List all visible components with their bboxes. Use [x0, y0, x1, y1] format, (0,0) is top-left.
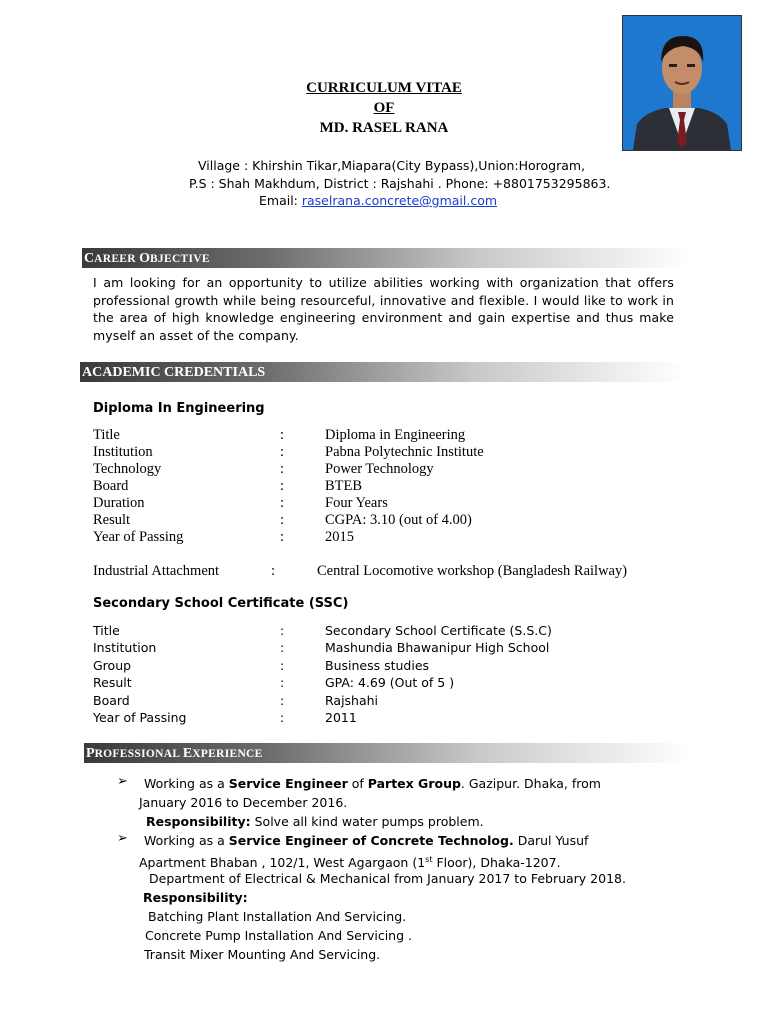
diploma-colon: :	[280, 461, 285, 477]
diploma-value: Diploma in Engineering	[325, 427, 466, 443]
ssc-label: Board	[93, 692, 130, 708]
career-cap-c: C	[84, 251, 95, 266]
exp1-location: . Gazipur. Dhaka, from	[460, 776, 601, 791]
title-line-1: CURRICULUM VITAE	[306, 80, 462, 96]
career-cap-o: O	[139, 251, 150, 266]
exp1-role: Service Engineer	[228, 776, 348, 791]
attachment-value: Central Locomotive workshop (Bangladesh Railway)	[317, 563, 628, 579]
ssc-value: Mashundia Bhawanipur High School	[325, 640, 550, 656]
career-rest: AREER	[94, 253, 140, 265]
experience-2-resp-2: Concrete Pump Installation And Servicing .	[145, 928, 412, 943]
diploma-colon: :	[280, 478, 285, 494]
experience-2-line-3: Department of Electrical & Mechanical from January 2017 to February 2018.	[149, 871, 626, 886]
prof-rest-2: XPERIENCE	[192, 748, 263, 760]
diploma-label: Year of Passing	[93, 529, 184, 545]
diploma-label: Duration	[93, 495, 145, 511]
academic-heading: ACADEMIC CREDENTIALS	[82, 365, 266, 380]
career-rest-2: BJECTIVE	[149, 253, 210, 265]
experience-1-line-2: January 2016 to December 2016.	[139, 795, 348, 810]
address-line-1: Village : Khirshin Tikar,Miapara(City Bypass),Union:Horogram,	[198, 158, 586, 173]
exp2-address-b: Floor), Dhaka-1207.	[432, 855, 561, 871]
experience-2-resp-1: Batching Plant Installation And Servicing.	[148, 909, 407, 924]
ssc-value: Rajshahi	[325, 692, 379, 708]
diploma-label: Technology	[93, 461, 162, 477]
exp1-company: Partex Group	[367, 776, 461, 791]
diploma-colon: :	[280, 444, 285, 460]
ssc-colon: :	[280, 692, 285, 708]
diploma-colon: :	[280, 512, 285, 528]
prof-rest: ROFESSIONAL	[94, 748, 183, 760]
bullet-arrow-icon: ➢	[117, 774, 128, 789]
attachment-colon: :	[271, 563, 276, 579]
diploma-label: Board	[93, 478, 129, 494]
diploma-value: 2015	[325, 529, 354, 545]
diploma-label: Title	[93, 427, 120, 443]
diploma-heading: Diploma In Engineering	[93, 401, 265, 416]
candidate-name: MD. RASEL RANA	[319, 120, 449, 136]
email-link[interactable]: raselrana.concrete@gmail.com	[301, 193, 498, 208]
ssc-label: Year of Passing	[93, 710, 187, 725]
exp2-address-a: Apartment Bhaban , 102/1, West Agargaon (1	[139, 855, 426, 871]
diploma-colon: :	[280, 427, 285, 443]
section-professional-experience	[84, 743, 688, 763]
address-line-2: P.S : Shah Makhdum, District : Rajshahi . Phone: +8801753295863.	[189, 176, 611, 191]
experience-2-resp-3: Transit Mixer Mounting And Servicing.	[144, 947, 381, 962]
diploma-colon: :	[280, 495, 285, 511]
section-career-objective	[82, 248, 688, 268]
email-label: Email:	[259, 193, 302, 208]
ssc-label: Institution	[93, 640, 157, 656]
prof-cap-e: E	[182, 746, 193, 761]
diploma-value: CGPA: 3.10 (out of 4.00)	[325, 512, 472, 528]
exp2-role: Service Engineer of Concrete Technolog.	[228, 833, 514, 848]
ssc-colon: :	[280, 640, 285, 656]
ssc-value: GPA: 4.69 (Out of 5 )	[325, 675, 455, 691]
profile-photo	[622, 15, 742, 151]
email-line	[259, 192, 497, 210]
ssc-heading: Secondary School Certificate (SSC)	[93, 596, 349, 611]
section-academic-credentials	[80, 362, 686, 382]
diploma-value: Pabna Polytechnic Institute	[325, 444, 484, 460]
diploma-value: Power Technology	[325, 461, 434, 477]
exp1-text-c: of	[347, 776, 368, 791]
attachment-label: Industrial Attachment	[93, 563, 220, 579]
exp2-location: Darul Yusuf	[513, 833, 589, 848]
bullet-arrow-icon: ➢	[117, 831, 128, 846]
title-line-2: OF	[373, 100, 395, 116]
ssc-label: Result	[93, 675, 132, 691]
career-objective-text: I am looking for an opportunity to utilize abilities working with organization that offers professional growth while being resourceful, innovative and flexible. I would like to work in the area of high knowledge engineering environment and gain expertise and thus make myself an asset of the company.	[93, 275, 674, 343]
ssc-colon: :	[280, 657, 285, 673]
diploma-label: Result	[93, 512, 131, 528]
diploma-colon: :	[280, 529, 285, 545]
experience-1-line-1	[144, 774, 676, 793]
exp1-text-a: Working as a	[144, 776, 229, 791]
ssc-value: Secondary School Certificate (S.S.C)	[325, 623, 552, 638]
exp2-sup: st	[425, 855, 433, 864]
ssc-label: Title	[93, 623, 120, 638]
ssc-colon: :	[280, 710, 285, 725]
experience-1-responsibility	[146, 812, 484, 831]
exp1-resp-text: Solve all kind water pumps problem.	[250, 814, 484, 829]
experience-2-line-1	[144, 831, 588, 850]
prof-cap-p: P	[86, 746, 95, 761]
exp1-resp-label: Responsibility:	[146, 814, 251, 829]
ssc-colon: :	[280, 675, 285, 691]
ssc-value: 2011	[325, 710, 357, 725]
ssc-label: Group	[93, 657, 132, 673]
ssc-value: Business studies	[325, 657, 430, 673]
exp2-text-a: Working as a	[144, 833, 229, 848]
ssc-colon: :	[280, 623, 285, 638]
diploma-value: BTEB	[325, 478, 363, 494]
experience-2-resp-label: Responsibility:	[143, 890, 248, 905]
diploma-label: Institution	[93, 444, 153, 460]
diploma-value: Four Years	[325, 495, 388, 511]
